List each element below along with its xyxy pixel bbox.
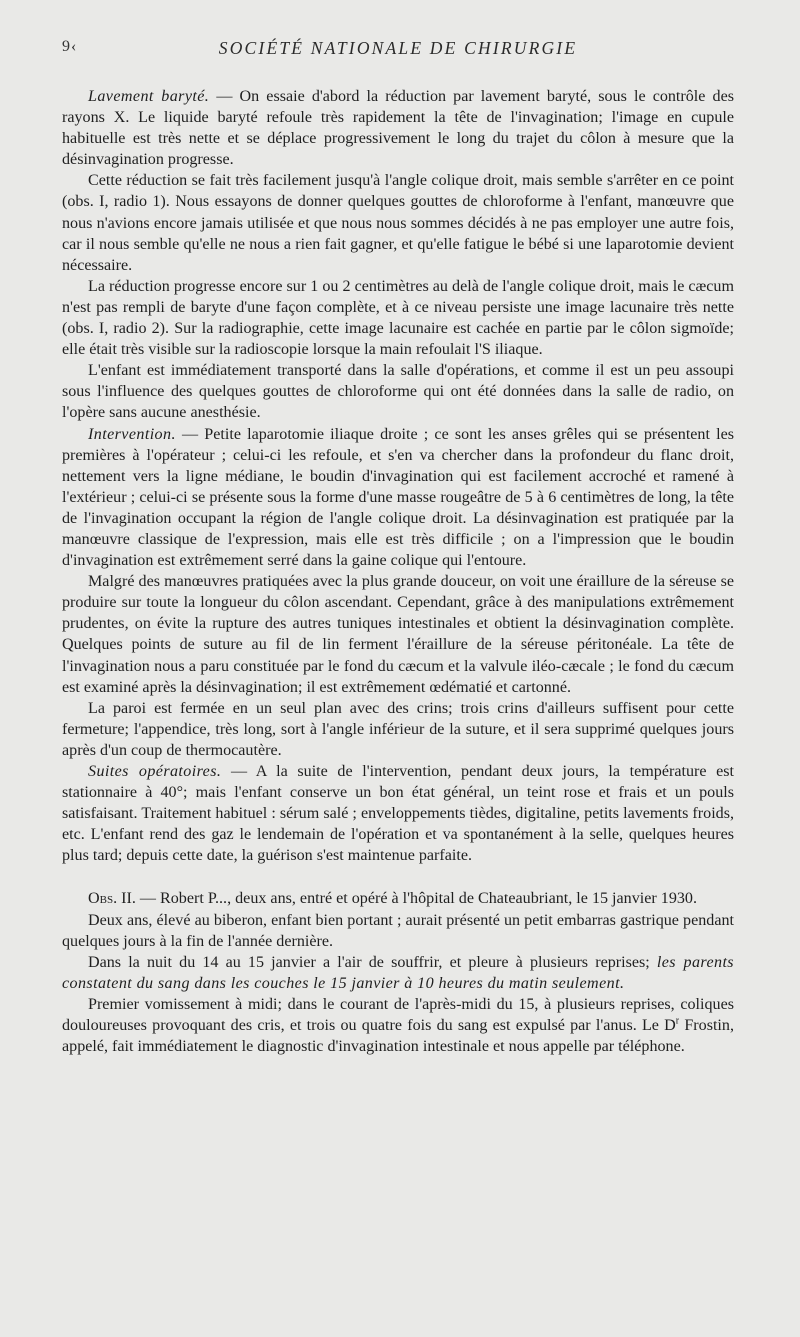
paragraph xyxy=(62,994,734,1057)
paragraph-text: L'enfant est immédiatement transporté dans la salle d'opérations, et comme il est un peu assoupi sous l'influence des quelques gouttes de chloroforme qui ont été données dans la salle de radio, on l'opère sans aucune anesthésie. xyxy=(62,362,734,422)
paragraph-text: Premier vomissement à midi; dans le courant de l'après-midi du 15, à plusieurs reprises, coliques douloureuses provoquant des cris, et trois ou quatre fois du sang est expulsé par l'anus. Le D xyxy=(62,995,734,1035)
paragraph-text: — Robert P..., deux ans, entré et opéré à l'hôpital de Chateaubriant, le 15 janvier 1930. xyxy=(135,890,697,908)
paragraph xyxy=(62,360,734,423)
paragraph-lead: Suites opératoires. xyxy=(88,763,222,780)
paragraph-text: Deux ans, élevé au biberon, enfant bien portant ; aurait présenté un petit embarras gastrique pendant quelques jours à la fin de l'année dernière. xyxy=(62,911,734,950)
paragraph-text: Cette réduction se fait très facilement jusqu'à l'angle colique droit, mais semble s'arrêter en ce point (obs. I, radio 1). Nous essayons de donner quelques gouttes de chloroforme à l'enfant, manœuvre que nous n'avions encore jamais utilisée et que nous nous sommes décidés à ne pas employer une autre fois, car il nous semble qu'elle ne nous a rien fait gagner, et qu'elle fatigue le bébé si une laparotomie devient nécessaire. xyxy=(62,172,734,274)
paragraph-text: — Petite laparotomie iliaque droite ; ce sont les anses grêles qui se présentent les premières à l'opérateur ; celui-ci les refoule, et s'en va chercher dans la profondeur du flanc droit, nettement vers la ligne médiane, le boudin d'invagination qui est facilement accroché et ramené à l'extérieur ; celui-ci se présente sous la forme d'une masse rougeâtre de 5 à 6 centimètres de long, la tête de l'invagination occupant la région de l'angle colique droit. La désinvagination est pratiquée par la manœuvre classique de l'expression, mais elle est très difficile ; on a l'impression que le boudin d'invagination est extrêmement serré dans la gaine colique qui l'entoure. xyxy=(62,425,734,570)
paragraph-text: — A la suite de l'intervention, pendant deux jours, la température est stationnaire à 40°; mais l'enfant conserve un bon état général, un teint rose et frais et un pouls satisfaisant. Traitement habituel : sérum salé ; enveloppements tièdes, digitaline, petits lavements froids, etc. L'enfant rend des gaz le lendemain de l'opération et va spontanément à la selle, quelques heures plus tard; depuis cette date, la guérison s'est maintenue parfaite. xyxy=(62,763,734,865)
paragraph xyxy=(62,698,734,761)
paragraph-text: La réduction progresse encore sur 1 ou 2 centimètres au delà de l'angle colique droit, mais le cæcum n'est pas rempli de baryte d'une façon complète, et à ce niveau persiste une image lacunaire très nette (obs. I, radio 2). Sur la radiographie, cette image lacunaire est cachée en partie par le côlon sigmoïde; elle était très visible sur la radioscopie lorsque la main refoulait l'S iliaque. xyxy=(62,277,734,359)
paragraph xyxy=(62,571,734,698)
page-header xyxy=(62,38,734,62)
paragraph xyxy=(62,424,734,572)
paragraph xyxy=(62,952,734,994)
paragraph-text: Dans la nuit du 14 au 15 janvier a l'air de souffrir, et pleure à plusieurs reprises; xyxy=(88,953,657,971)
page-number: 9‹ xyxy=(62,38,78,55)
paragraph-text: La paroi est fermée en un seul plan avec des crins; trois crins d'ailleurs suffisent pour cette fermeture; l'appendice, très long, sort à l'angle inférieur de la suture, et il sera supprimé quelques jours après d'un coup de thermocautère. xyxy=(62,699,734,759)
paragraph xyxy=(62,170,734,275)
paragraph-text: — On essaie d'abord la réduction par lavement baryté, sous le contrôle des rayons X. Le liquide baryté refoule très rapidement la tête de l'invagination; l'image en cupule habituelle est très nette et se déplace progressivement le long du trajet du côlon à mesure que la désinvagination progresse. xyxy=(62,88,734,169)
section-gap xyxy=(62,866,734,888)
observation-heading xyxy=(62,888,734,909)
paragraph xyxy=(62,276,734,360)
paragraph-lead: Intervention. xyxy=(88,425,176,443)
body-text xyxy=(62,86,734,1057)
paragraph-text: Frostin, appelé, fait immédiatement le diagnostic d'invagination intestinale et nous appelle par téléphone. xyxy=(62,1017,734,1056)
paragraph xyxy=(62,761,734,866)
paragraph-lead: Lavement baryté. xyxy=(88,88,210,105)
paragraph xyxy=(62,86,734,170)
running-head: SOCIÉTÉ NATIONALE DE CHIRURGIE xyxy=(218,38,578,58)
observation-label: Obs. II. xyxy=(88,890,136,908)
paragraph xyxy=(62,910,734,952)
paragraph-text: Malgré des manœuvres pratiquées avec la plus grande douceur, on voit une éraillure de la séreuse se produire sur toute la longueur du côlon ascendant. Cependant, grâce à des manipulations extrêmement prudentes, on évite la rupture des autres tuniques intestinales et obtient la désinvagination complète. Quelques points de suture au fil de lin ferment l'éraillure de la séreuse péritonéale. La tête de l'invagination nous a paru constituée par le fond du cæcum et la valvule iléo-cæcale ; le fond du cæcum est examiné après la désinvagination; il est extrêmement œdématié et cartonné. xyxy=(62,573,734,696)
superscript: r xyxy=(675,1015,680,1027)
paragraph-italic-text: les parents constatent du sang dans les couches le 15 janvier à 10 heures du matin seulement. xyxy=(62,953,734,992)
